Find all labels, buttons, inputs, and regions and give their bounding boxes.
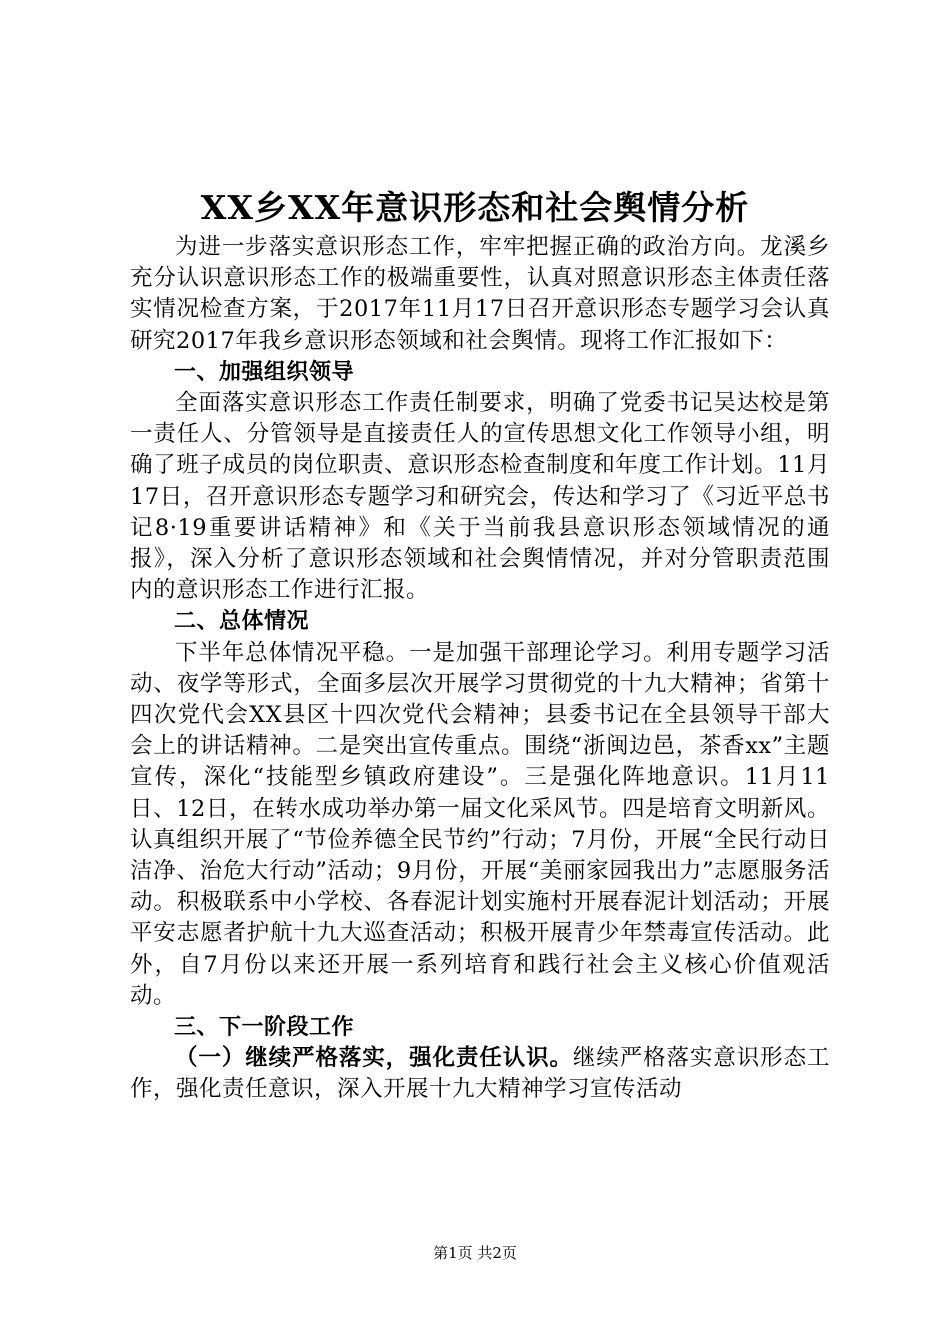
document-title: XX乡XX年意识形态和社会舆情分析 (200, 188, 750, 227)
section-heading-2: 二、总体情况 (174, 609, 310, 635)
document-body (130, 232, 830, 1106)
page-number-footer: 第1页 共2页 (433, 1244, 517, 1262)
section-heading-1: 一、加强组织领导 (174, 359, 355, 385)
subsection-body: 继续严格落实意识形态工作，强化责任意识，深入开展十九大精神学习宣传活动 (130, 1045, 830, 1103)
subsection-lead: （一）继续严格落实，强化责任认识。 (175, 1045, 573, 1072)
section-body-1: 全面落实意识形态工作责任制要求，明确了党委书记吴达校是第一责任人、分管领导是直接责任人的宣传思想文化工作领导小组，明确了班子成员的岗位职责、意识形态检查制度和年度工作计划。11月17日，召开意识形态专题学习和研究会，传达和学习了《习近平总书记8·19重要讲话精神》和《关于当前我县意识形态领域情况的通报》，深入分析了意识形态领域和社会舆情情况，并对分管职责范围内的意识形态工作进行汇报。 (130, 390, 830, 604)
subsection-paragraph-1 (130, 1043, 830, 1105)
section-body-2: 下半年总体情况平稳。一是加强干部理论学习。利用专题学习活动、夜学等形式，全面多层次开展学习贯彻党的十九大精神；省第十四次党代会XX县区十四次党代会精神；县委书记在全县领导干部大会上的讲话精神。二是突出宣传重点。围绕“浙闽边邑，茶香xx”主题宣传，深化“技能型乡镇政府建设”。三是强化阵地意识。11月11日、12日，在转水成功举办第一届文化采风节。四是培育文明新风。认真组织开展了“节俭养德全民节约”行动；7月份，开展“全民行动日洁净、治危大行动”活动；9月份，开展“美丽家园我出力”志愿服务活动。积极联系中小学校、各春泥计划实施村开展春泥计划活动；开展平安志愿者护航十九大巡查活动；积极开展青少年禁毒宣传活动。此外，自7月份以来还开展一系列培育和践行社会主义核心价值观活动。 (130, 639, 830, 1009)
section-heading-3: 三、下一阶段工作 (174, 1015, 355, 1041)
intro-paragraph: 为进一步落实意识形态工作，牢牢把握正确的政治方向。龙溪乡充分认识意识形态工作的极端重要性，认真对照意识形态主体责任落实情况检查方案，于2017年11月17日召开意识形态专题学习会认真研究2017年我乡意识形态领域和社会舆情。现将工作汇报如下： (130, 234, 830, 354)
